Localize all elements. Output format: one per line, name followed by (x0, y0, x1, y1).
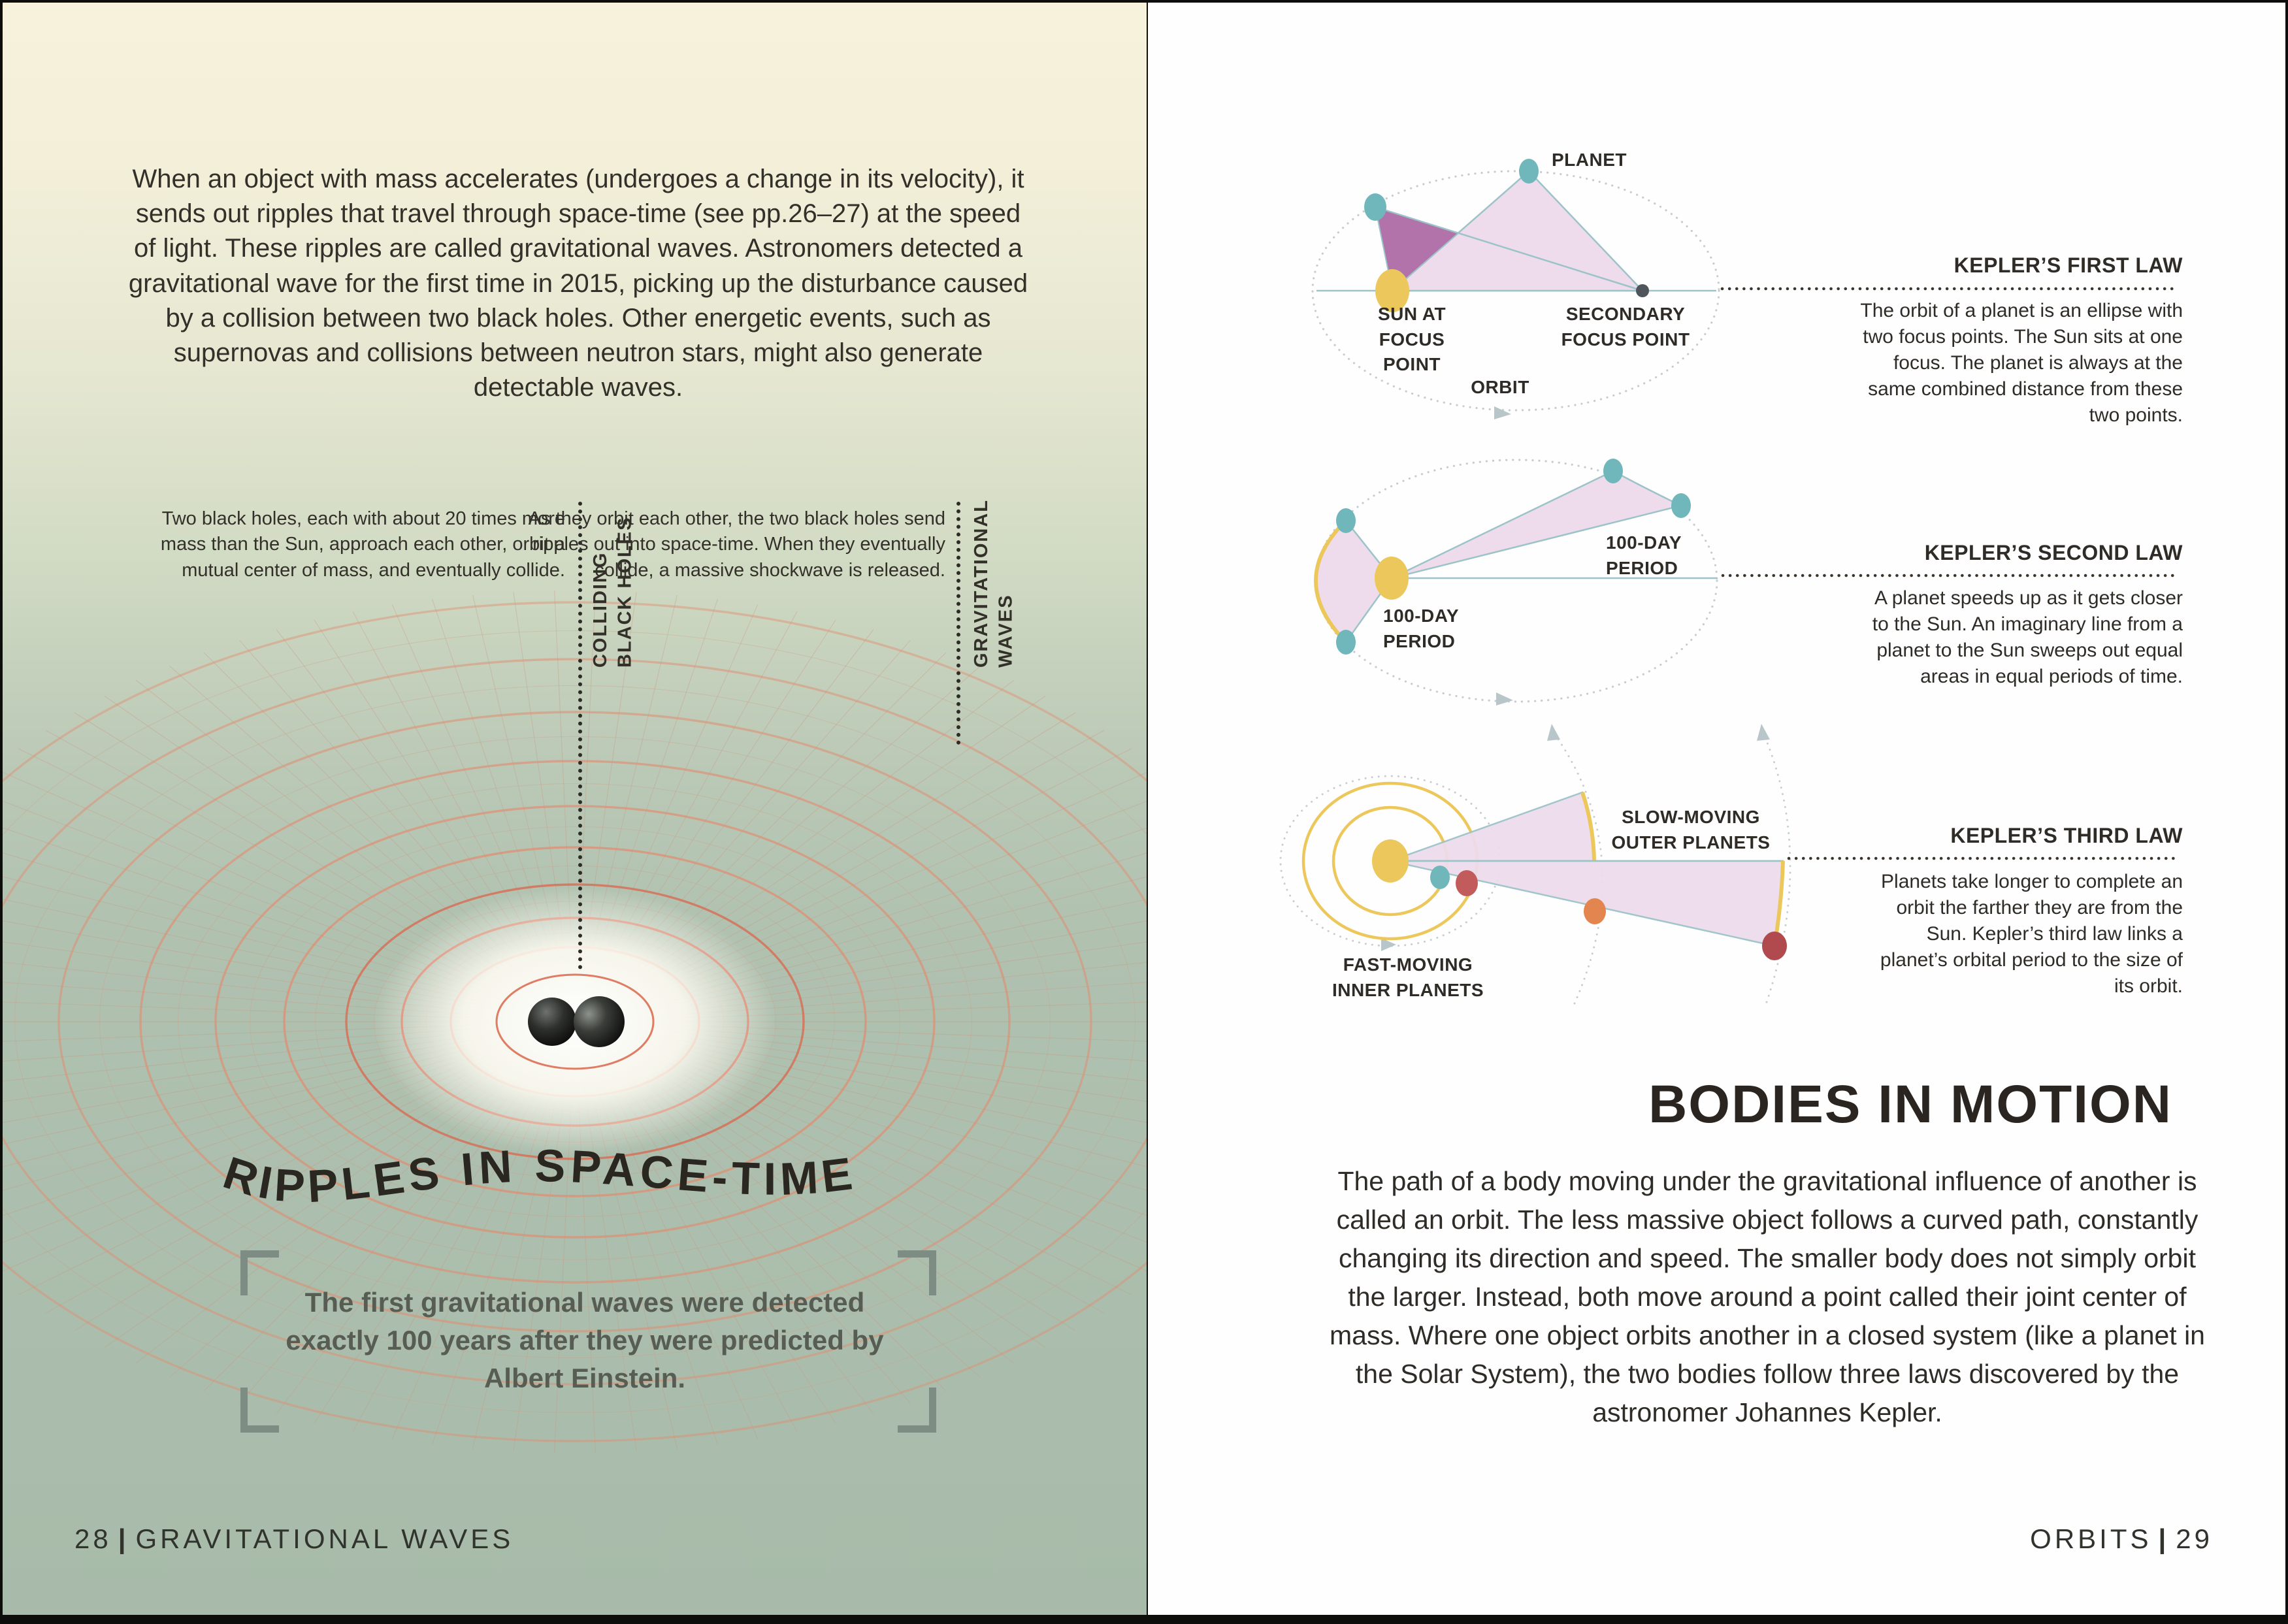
law2-body: A planet speeds up as it gets closer to the Sun. An imaginary line from a planet to the Sun sweeps out equal areas in equal periods of time. (1872, 587, 2183, 687)
section-body: The path of a body moving under the gravitational influence of another is called an orbit. The less massive object follows a curved path, constantly changing its direction and speed. The smaller body does not simply orbit the larger. Instead, both move around a point called their joint center of mass. Where one object orbits another in a closed system (like a planet in the Solar System), the two bodies follow three laws discovered by the astronomer Johannes Kepler. (1330, 1166, 2205, 1428)
planet-top (1519, 159, 1539, 184)
secondary-focus-dot (1636, 284, 1649, 297)
section-heading: BODIES IN MOTION (1648, 1075, 2172, 1134)
orbit-direction-arrow-1 (1494, 406, 1511, 419)
law1-heading: KEPLER’S FIRST LAW (1953, 253, 2183, 277)
orbit-label: ORBIT (1471, 377, 1529, 397)
inner-planets-label (1316, 952, 1499, 1003)
sweep-wedge-upper (1390, 792, 1594, 861)
sun-focus-line2: POINT (1382, 354, 1441, 375)
outer-planet-orange (1584, 898, 1606, 924)
period-top-line2: PERIOD (1606, 557, 1678, 578)
outer-planet-darkred (1762, 932, 1787, 960)
black-hole-left (528, 998, 576, 1046)
sun-focus-label (1347, 302, 1477, 378)
law3-heading: KEPLER’S THIRD LAW (1950, 824, 2183, 847)
planet-upper-left (1364, 193, 1386, 221)
secondary-focus-line2: FOCUS POINT (1561, 329, 1690, 349)
orbit-direction-arrow-2 (1496, 692, 1513, 706)
outer-planets-label (1599, 805, 1782, 855)
page-title-arc: RIPPLES IN SPACE-TIME (217, 1140, 860, 1212)
footer-left (74, 1523, 514, 1555)
planet-a (1603, 459, 1623, 483)
period-left-line2: PERIOD (1383, 630, 1456, 651)
footer-section-left: GRAVITATIONAL WAVES (135, 1523, 514, 1554)
leader-line-waves (956, 502, 960, 745)
label-gravitational-waves (970, 499, 1019, 668)
page-right-orbits (1148, 3, 2285, 1615)
label-colliding-line2: BLACK HOLES (614, 516, 636, 668)
annotation-gravitational-waves: As they orbit each other, the two black holes send ripples out into space-time. When they eventually collide, a massive shockwave is released. (528, 508, 945, 581)
inner-planet-red (1456, 870, 1478, 896)
label-waves-line2: WAVES (995, 594, 1017, 668)
page-number-left: 28 (74, 1523, 112, 1554)
law3-body: Planets take longer to complete an orbit the farther they are from the Sun. Kepler’s third law links a planet’s orbital period to the size of its orbit. (1880, 871, 2183, 997)
outer-orbit-arrow-1 (1547, 724, 1560, 741)
period-label-top (1606, 530, 1682, 581)
inner-planets-line2: INNER PLANETS (1332, 979, 1484, 1000)
black-hole-right (574, 996, 625, 1047)
footer-divider-right: | (2158, 1523, 2170, 1554)
period-label-left (1383, 604, 1459, 654)
secondary-focus-line1: SECONDARY (1565, 304, 1686, 324)
footer-section-right: ORBITS (2030, 1523, 2152, 1554)
annotation-colliding-black-holes: Two black holes, each with about 20 times more mass than the Sun, approach each other, orbit a mutual center of mass, and eventually collide. (160, 508, 565, 581)
sun-3 (1372, 839, 1409, 883)
label-colliding-line1: COLLIDING (590, 551, 611, 668)
sun-focus-line1: SUN AT FOCUS (1377, 304, 1446, 349)
inner-planets-line1: FAST-MOVING (1343, 954, 1473, 975)
outer-planets-line1: SLOW-MOVING (1622, 807, 1760, 827)
planet-b (1671, 493, 1691, 518)
label-waves-line1: GRAVITATIONAL (971, 499, 992, 668)
footer-divider-left: | (118, 1523, 129, 1554)
intro-paragraph: When an object with mass accelerates (undergoes a change in its velocity), it sends out ripples that travel through space-time (see pp.26–27) at the speed of light. These ripples are called gravitational waves. Astronomers detected a gravitational wave for the first time in 2015, picking up the disturbance caused by a collision between two black holes. Other energetic events, such as supernovas and collisions between neutron stars, might also generate detectable waves. (128, 165, 1028, 402)
page-left-gravitational-waves (3, 3, 1147, 1615)
outer-planets-line2: OUTER PLANETS (1611, 832, 1771, 853)
outer-orbit-arrow-2 (1757, 724, 1770, 741)
page-number-right: 29 (2176, 1523, 2213, 1554)
law1-body: The orbit of a planet is an ellipse with two focus points. The Sun sits at one focus. The planet is always at the same combined distance from these two points. (1860, 300, 2183, 426)
period-top-line1: 100-DAY (1606, 532, 1682, 553)
planet-label: PLANET (1552, 150, 1627, 170)
law2-heading: KEPLER’S SECOND LAW (1924, 541, 2183, 564)
secondary-focus-label (1547, 302, 1704, 352)
sun-2 (1375, 557, 1409, 600)
planet-d (1336, 630, 1356, 655)
inner-planet-teal (1430, 866, 1450, 889)
planet-c (1336, 508, 1356, 533)
footer-right (1821, 1523, 2213, 1555)
period-left-line1: 100-DAY (1383, 606, 1460, 626)
pull-quote: The first gravitational waves were detected exactly 100 years after they were predicted by Albert Einstein. (286, 1287, 884, 1393)
